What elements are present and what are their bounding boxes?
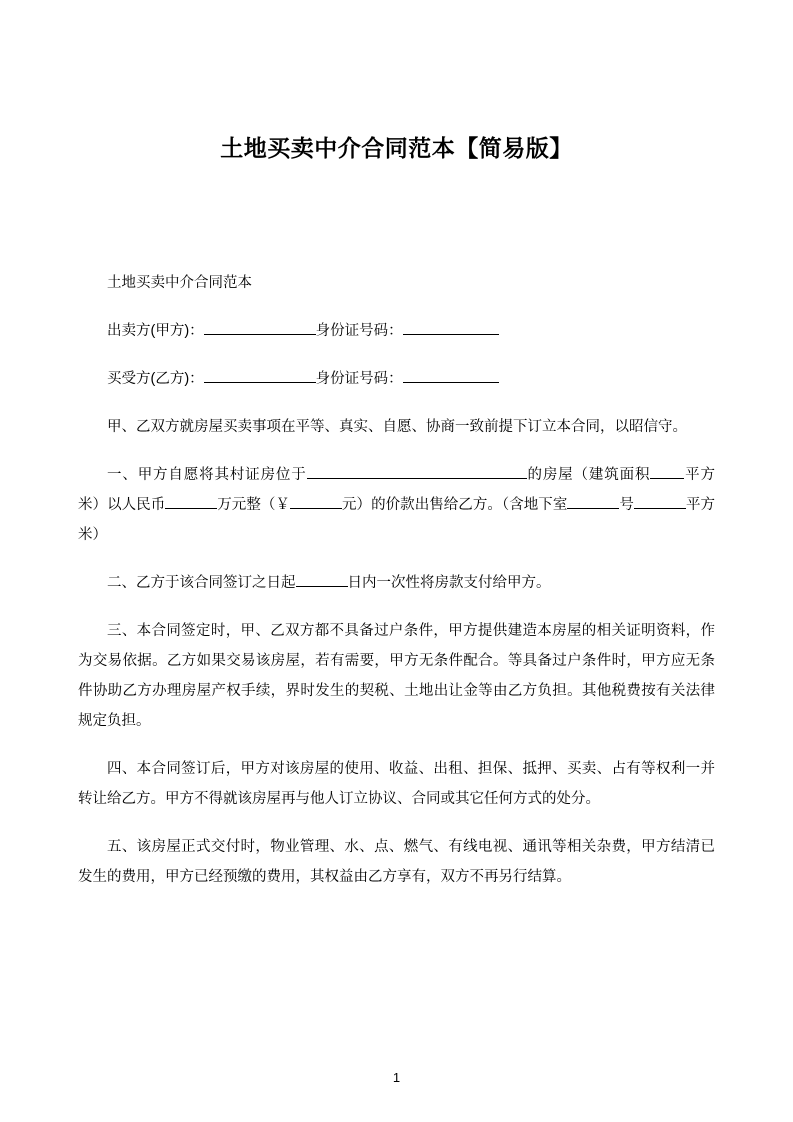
page-title: 土地买卖中介合同范本【简易版】 — [220, 135, 573, 161]
clause-1 — [78, 460, 715, 550]
clause-2-blank-days — [296, 586, 348, 587]
page-number: 1 — [392, 1070, 401, 1085]
buyer-id-label: 身份证号码： — [315, 371, 403, 388]
buyer-name-blank — [204, 382, 316, 383]
seller-id-label: 身份证号码： — [315, 323, 403, 340]
document-body — [78, 268, 715, 892]
clause-4: 四、本合同签订后，甲方对该房屋的使用、收益、出租、担保、抵押、买卖、占有等权利一并转让给乙方。甲方不得就该房屋再与他人订立协议、合同或其它任何方式的处分。 — [78, 761, 715, 808]
clause-2-text-b: 日内一次性将房款支付给甲方。 — [347, 575, 551, 592]
clause-2-text-a: 二、乙方于该合同签订之日起 — [107, 575, 296, 592]
clause-3: 三、本合同签定时，甲、乙双方都不具备过户条件，甲方提供建造本房屋的相关证明资料，作为交易依据。乙方如果交易该房屋，若有需要，甲方无条件配合。等具备过户条件时，甲方应无条件协助乙方办理房屋产权手续，界时发生的契税、土地出让金等由乙方负担。其他税费按有关法律规定负担。 — [78, 623, 715, 730]
clause-1-blank-area — [650, 478, 684, 479]
clause-1-blank-basement-area — [634, 508, 686, 509]
seller-id-blank — [403, 334, 499, 335]
clause-1-blank-price-num — [290, 508, 342, 509]
clause-2 — [78, 568, 715, 598]
buyer-line — [78, 364, 715, 394]
buyer-label: 买受方(乙方)： — [107, 371, 204, 388]
clause-1-text-c: 平方米）以人民币 — [78, 467, 716, 514]
buyer-id-blank — [403, 382, 499, 383]
clause-1-text-e: 元）的价款出售给乙方。（含地下室 — [341, 497, 568, 514]
clause-1-blank-basement-no — [567, 508, 619, 509]
clause-1-text-b: 的房屋（建筑面积 — [526, 467, 651, 484]
clause-1-text-g: 平方米） — [78, 497, 716, 544]
document-heading: 土地买卖中介合同范本 — [107, 275, 252, 292]
clause-1-blank-price — [165, 508, 217, 509]
seller-name-blank — [204, 334, 316, 335]
clause-1-text-a: 一、甲方自愿将其村证房位于 — [107, 467, 307, 484]
seller-line — [78, 316, 715, 346]
clause-5: 五、该房屋正式交付时，物业管理、水、点、燃气、有线电视、通讯等相关杂费，甲方结清已发生的费用，甲方已经预缴的费用，其权益由乙方享有，双方不再另行结算。 — [78, 839, 715, 886]
clause-1-text-f: 号 — [619, 497, 634, 514]
clause-1-blank-location — [307, 478, 527, 479]
seller-label: 出卖方(甲方)： — [107, 323, 204, 340]
clause-1-text-d: 万元整（￥ — [217, 497, 290, 514]
preamble: 甲、乙双方就房屋买卖事项在平等、真实、自愿、协商一致前提下订立本合同，以昭信守。 — [107, 419, 687, 436]
